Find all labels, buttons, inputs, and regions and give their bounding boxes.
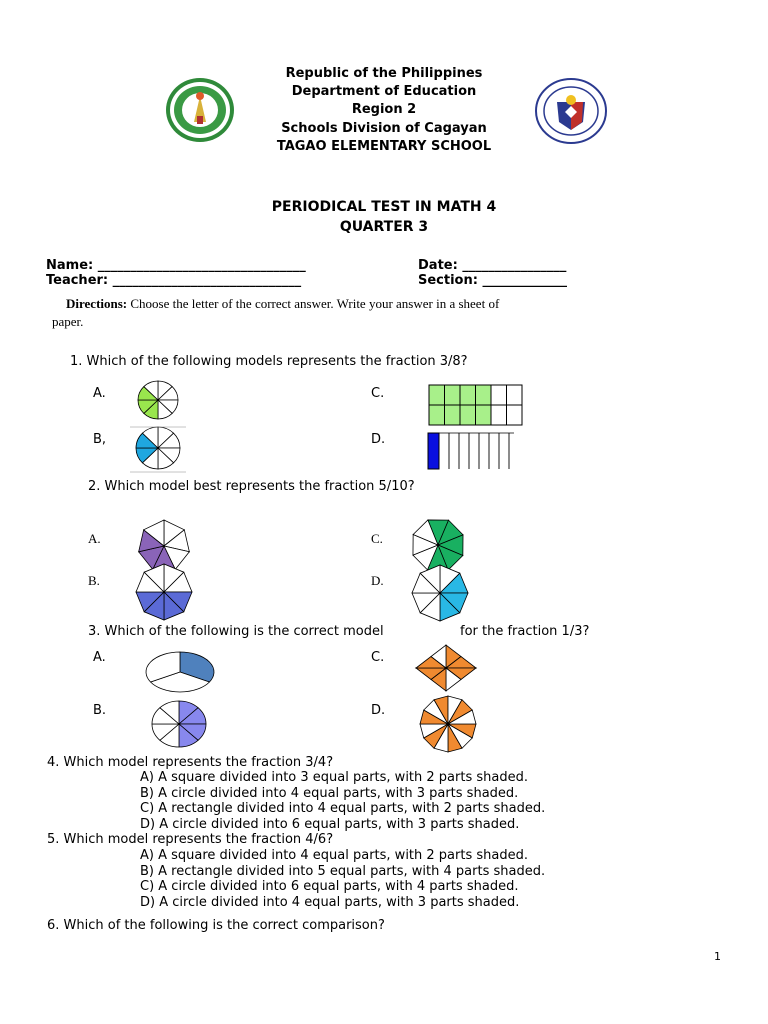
section-field: Section: _____________ xyxy=(418,273,567,288)
grid-cell xyxy=(445,405,461,425)
grid-cell xyxy=(429,405,445,425)
q5-choice-b: B) A rectangle divided into 5 equal parts, with 4 parts shaded. xyxy=(140,864,546,879)
header-line-region: Region 2 xyxy=(351,102,417,117)
q1-option-b-circle-model xyxy=(130,424,186,474)
directions-label: Directions: xyxy=(66,296,128,311)
name-field: Name: ________________________________ xyxy=(46,258,306,273)
grid-cell xyxy=(476,405,492,425)
q3-option-d-hexagon-model xyxy=(416,698,480,750)
q4-choice-c: C) A rectangle divided into 4 equal parts, with 2 parts shaded. xyxy=(140,801,546,816)
q5-choice-a: A) A square divided into 4 equal parts, with 2 parts shaded. xyxy=(140,848,528,863)
q2-label-b: B. xyxy=(88,573,100,588)
question-1: 1. Which of the following models represents the fraction 3/8? xyxy=(70,354,468,369)
q2-label-d: D. xyxy=(371,573,384,588)
header-line-deped: Department of Education xyxy=(291,84,477,99)
grid-cell xyxy=(476,385,492,405)
q3-label-d: D. xyxy=(371,703,386,718)
q2-option-c-polygon-model xyxy=(410,520,466,570)
q4-choice-d: D) A circle divided into 6 equal parts, with 3 parts shaded. xyxy=(140,817,520,832)
q1-label-d: D. xyxy=(371,432,386,447)
header-line-division: Schools Division of Cagayan xyxy=(281,121,487,136)
directions xyxy=(66,295,626,313)
page-number: 1 xyxy=(714,950,721,963)
grid-cell xyxy=(445,385,461,405)
q1-label-a: A. xyxy=(93,386,106,401)
q4-choice-b: B) A circle divided into 4 equal parts, with 3 parts shaded. xyxy=(140,786,519,801)
q2-label-a: A. xyxy=(88,531,101,546)
q3-label-a: A. xyxy=(93,650,106,665)
q1-option-d-bar-model xyxy=(426,430,518,472)
grid-cell xyxy=(460,385,476,405)
q3-label-c: C. xyxy=(371,650,385,665)
grid-cell xyxy=(507,385,523,405)
q3-option-b-circle-model xyxy=(150,700,210,748)
q1-option-c-grid-model xyxy=(428,384,524,426)
header-line-school: TAGAO ELEMENTARY SCHOOL xyxy=(276,139,492,154)
question-4: 4. Which model represents the fraction 3/4? xyxy=(47,755,334,770)
header-line-republic: Republic of the Philippines xyxy=(285,66,483,81)
grid-cell xyxy=(429,385,445,405)
date-field: Date: ________________ xyxy=(418,258,567,273)
grid-cell xyxy=(491,405,507,425)
q3-label-b: B. xyxy=(93,703,107,718)
question-5: 5. Which model represents the fraction 4/6? xyxy=(47,832,334,847)
q3-option-a-ellipse-model xyxy=(144,650,216,694)
question-2: 2. Which model best represents the fraction 5/10? xyxy=(88,479,415,494)
bar-strip-shaded xyxy=(428,433,439,469)
q4-choice-a: A) A square divided into 3 equal parts, with 2 parts shaded. xyxy=(140,770,528,785)
question-6: 6. Which of the following is the correct comparison? xyxy=(47,918,385,933)
q1-option-a-circle-model xyxy=(135,380,185,420)
q5-choice-d: D) A circle divided into 4 equal parts, with 3 parts shaded. xyxy=(140,895,520,910)
question-3-text-a: 3. Which of the following is the correct model xyxy=(88,624,384,639)
test-quarter: QUARTER 3 xyxy=(339,219,429,235)
grid-cell xyxy=(507,405,523,425)
directions-text-cont: paper. xyxy=(52,314,84,329)
q2-label-c: C. xyxy=(371,531,383,546)
q2-option-b-polygon-model xyxy=(136,572,196,612)
teacher-field: Teacher: _____________________________ xyxy=(46,273,302,288)
question-3-text-b: for the fraction 1/3? xyxy=(460,624,590,639)
grid-cell xyxy=(460,405,476,425)
q3-option-c-rhombus-model xyxy=(414,644,478,692)
q1-label-b: B, xyxy=(93,432,107,447)
grid-cell xyxy=(491,385,507,405)
q1-label-c: C. xyxy=(371,386,385,401)
test-title: PERIODICAL TEST IN MATH 4 xyxy=(271,199,497,215)
q2-option-a-polygon-model xyxy=(136,520,196,570)
directions-text: Choose the letter of the correct answer. Write your answer in a sheet of xyxy=(127,296,500,311)
q2-option-d-polygon-model xyxy=(410,572,470,614)
question-3 xyxy=(88,624,384,640)
q5-choice-c: C) A circle divided into 6 equal parts, with 4 parts shaded. xyxy=(140,879,519,894)
